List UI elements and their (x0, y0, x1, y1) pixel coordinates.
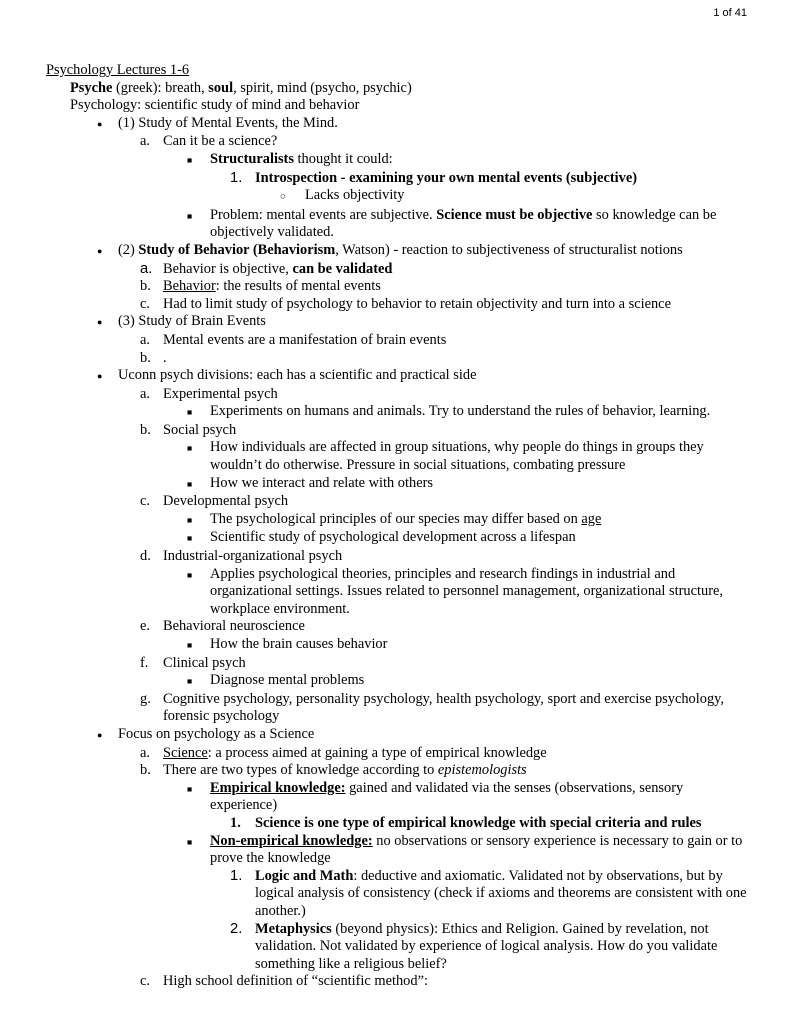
text-run: (greek): breath, (112, 79, 209, 96)
list-label: b. (140, 762, 151, 779)
text-run: Problem: mental events are subjective. (210, 206, 437, 223)
doc-text (163, 548, 749, 566)
doc-line (46, 242, 749, 261)
doc-line (46, 296, 749, 314)
doc-line (46, 187, 749, 207)
text-run: (2) (118, 241, 139, 258)
text-run: The psychological principles of our species may differ based on (210, 510, 582, 527)
list-label: g. (140, 690, 151, 707)
list-label: c. (140, 493, 150, 510)
doc-line (46, 745, 749, 763)
text-run: gained and validated via the senses (observations, sensory experience) (210, 779, 684, 814)
square-bullet-icon: ■ (187, 407, 193, 418)
doc-line (46, 529, 749, 548)
doc-line (46, 921, 749, 974)
square-bullet-icon: ■ (187, 533, 193, 544)
list-label: 1. (230, 814, 241, 831)
list-label: a. (140, 260, 153, 277)
doc-text (210, 207, 749, 242)
doc-text (210, 636, 749, 654)
doc-line (46, 207, 749, 242)
square-bullet-icon: ■ (187, 478, 193, 489)
square-bullet-icon: ■ (187, 154, 193, 165)
text-run: thought it could: (293, 150, 393, 167)
text-run: How we interact and relate with others (210, 474, 433, 491)
doc-text (163, 133, 749, 151)
text-run: : a process aimed at gaining a type of empirical knowledge (207, 744, 547, 761)
doc-text (163, 762, 749, 780)
doc-line (46, 439, 749, 474)
doc-line (46, 313, 749, 332)
doc-text (210, 151, 749, 169)
doc-text (163, 691, 749, 726)
text-run: Non-empirical knowledge: (210, 832, 373, 849)
text-run: so knowledge can be objectively validated. (210, 206, 717, 241)
doc-line (46, 403, 749, 422)
text-run: Psyche (70, 79, 113, 96)
doc-line (46, 672, 749, 691)
doc-text (118, 115, 749, 133)
doc-text (210, 439, 749, 474)
doc-line (46, 422, 749, 440)
disc-bullet-icon: ● (97, 371, 103, 382)
text-run: Metaphysics (255, 920, 332, 937)
doc-text (210, 672, 749, 690)
text-run: Psychology: scientific study of mind and behavior (70, 97, 360, 114)
doc-text (255, 815, 749, 833)
text-run: Psychology Lectures 1-6 (46, 62, 190, 78)
doc-text (118, 726, 749, 744)
text-run: Had to limit study of psychology to behavior to retain objectivity and turn into a science (163, 295, 671, 312)
page-number: 1 of 41 (713, 7, 747, 19)
list-label: 1. (230, 169, 243, 186)
square-bullet-icon: ■ (187, 569, 193, 580)
doc-line (46, 133, 749, 151)
text-run: Experiments on humans and animals. Try to understand the rules of behavior, learning. (210, 403, 711, 420)
doc-text (163, 278, 749, 296)
text-run: Behavioral neuroscience (163, 618, 305, 635)
text-run: Focus on psychology as a Science (118, 725, 315, 742)
text-run: Cognitive psychology, personality psychology, health psychology, sport and exercise psychology, forensic psychology (163, 690, 725, 725)
doc-line (46, 170, 749, 188)
text-run: , spirit, mind (psycho, psychic) (233, 79, 412, 96)
text-run: Uconn psych divisions: each has a scientific and practical side (118, 367, 477, 384)
text-run: epistemologists (437, 762, 527, 779)
text-run: Introspection - examining your own mental events (subjective) (255, 169, 637, 186)
doc-line (46, 548, 749, 566)
text-run: Study of Behavior (Behaviorism (138, 241, 336, 258)
text-run: no observations or sensory experience is necessary to gain or to prove the knowledge (210, 832, 743, 867)
list-label: c. (140, 973, 150, 990)
text-run: soul (208, 79, 234, 96)
doc-text (255, 868, 749, 921)
doc-line (46, 511, 749, 530)
list-label: a. (140, 133, 150, 150)
doc-text (118, 242, 749, 260)
doc-text (163, 350, 749, 368)
doc-line (46, 566, 749, 619)
doc-text (210, 511, 749, 529)
text-run: There are two types of knowledge according to (163, 762, 438, 779)
text-run: Experimental psych (163, 385, 278, 402)
doc-text (163, 261, 749, 279)
text-run: : the results of mental events (215, 278, 381, 295)
doc-line (46, 691, 749, 726)
text-run: (beyond physics): Ethics and Religion. Gained by revelation, not validation. Not validated by experience of logical analysis. How do you validate something like a religious belief? (255, 920, 718, 972)
doc-text (255, 921, 749, 974)
doc-text (163, 493, 749, 511)
list-label: b. (140, 421, 151, 438)
doc-line (46, 815, 749, 833)
doc-text (46, 62, 749, 80)
doc-text (210, 403, 749, 421)
list-label: b. (140, 278, 151, 295)
doc-line (46, 726, 749, 745)
list-label: a. (140, 385, 150, 402)
list-label: b. (140, 349, 151, 366)
text-run: age (581, 510, 602, 527)
doc-text (163, 332, 749, 350)
square-bullet-icon: ■ (187, 640, 193, 650)
doc-text (118, 313, 749, 331)
doc-text (163, 973, 749, 991)
list-label: e. (140, 618, 150, 635)
doc-text (210, 566, 749, 619)
doc-line (46, 973, 749, 991)
disc-bullet-icon: ● (97, 317, 103, 328)
doc-line (46, 97, 749, 115)
doc-text (210, 833, 749, 868)
doc-line (46, 636, 749, 655)
text-run: Empirical knowledge: (210, 779, 346, 796)
text-run: Applies psychological theories, principles and research findings in industrial and organizational settings. Issues related to personnel management, organizational structure, workplace environment. (210, 565, 723, 617)
list-label: 1. (230, 867, 243, 884)
text-run: How the brain causes behavior (210, 636, 388, 652)
text-run: Developmental psych (163, 493, 289, 510)
text-run: . (163, 349, 167, 366)
doc-text (305, 187, 749, 205)
disc-bullet-icon: ● (97, 118, 103, 129)
doc-line (46, 780, 749, 815)
text-run: Scientific study of psychological development across a lifespan (210, 529, 576, 546)
square-bullet-icon: ■ (187, 783, 193, 794)
text-run: Mental events are a manifestation of brain events (163, 331, 447, 348)
text-run: Industrial-organizational psych (163, 548, 343, 565)
doc-line (46, 80, 749, 98)
text-run: Logic and Math (255, 867, 354, 884)
doc-line (46, 655, 749, 673)
text-run: can be validated (292, 260, 393, 277)
text-run: Science (163, 744, 208, 761)
doc-line (46, 62, 749, 80)
disc-bullet-icon: ● (97, 245, 103, 256)
text-run: How individuals are affected in group situations, why people do things in groups they wouldn’t do otherwise. Pressure in social situations, combating pressure (210, 439, 704, 474)
doc-text (210, 475, 749, 493)
doc-line (46, 868, 749, 921)
doc-line (46, 833, 749, 868)
doc-text (118, 367, 749, 385)
doc-text (163, 745, 749, 763)
doc-line (46, 332, 749, 350)
doc-line (46, 618, 749, 636)
list-label: c. (140, 295, 150, 312)
list-label: f. (140, 654, 149, 671)
doc-line (46, 386, 749, 404)
text-run: Clinical psych (163, 654, 246, 671)
doc-text (70, 97, 749, 115)
doc-line (46, 278, 749, 296)
list-label: a. (140, 331, 150, 348)
doc-line (46, 151, 749, 170)
square-bullet-icon: ■ (187, 836, 193, 847)
list-label: a. (140, 744, 150, 761)
text-run: (1) Study of Mental Events, the Mind. (118, 114, 338, 131)
text-run: Behavior (163, 278, 216, 295)
text-run: : deductive and axiomatic. Validated not by observations, but by logical analysis of consistency (check if axioms and theorems are consistent with one another.) (255, 867, 747, 919)
text-run: Diagnose mental problems (210, 672, 365, 689)
doc-text (163, 422, 749, 440)
text-run: Can it be a science? (163, 133, 278, 150)
doc-text (255, 170, 749, 188)
list-label: d. (140, 548, 151, 565)
doc-text (210, 780, 749, 815)
text-run: Behavior is objective, (163, 260, 293, 277)
square-bullet-icon: ■ (187, 676, 193, 687)
text-run: Lacks objectivity (305, 187, 405, 204)
text-run: Science must be objective (436, 206, 593, 223)
doc-text (163, 655, 749, 673)
doc-line (46, 367, 749, 386)
square-bullet-icon: ■ (187, 210, 193, 221)
disc-bullet-icon: ● (97, 729, 103, 740)
square-bullet-icon: ■ (187, 514, 193, 525)
text-run: Structuralists (210, 150, 294, 167)
square-bullet-icon: ■ (187, 443, 193, 454)
text-run: High school definition of “scientific method”: (163, 973, 428, 990)
doc-line (46, 261, 749, 279)
doc-text (163, 296, 749, 314)
text-run: Science is one type of empirical knowledge with special criteria and rules (255, 814, 702, 831)
list-label: 2. (230, 920, 243, 937)
doc-line (46, 475, 749, 494)
doc-line (46, 350, 749, 368)
doc-text (163, 386, 749, 404)
text-run: (3) Study of Brain Events (118, 313, 266, 330)
doc-line (46, 115, 749, 134)
doc-text (163, 618, 749, 636)
doc-line (46, 762, 749, 780)
doc-text (210, 529, 749, 547)
text-run: Social psych (163, 421, 237, 438)
doc-line (46, 493, 749, 511)
doc-text (70, 80, 749, 98)
circle-bullet-icon: ○ (280, 192, 286, 203)
text-run: , Watson) - reaction to subjectiveness of structuralist notions (335, 241, 683, 258)
